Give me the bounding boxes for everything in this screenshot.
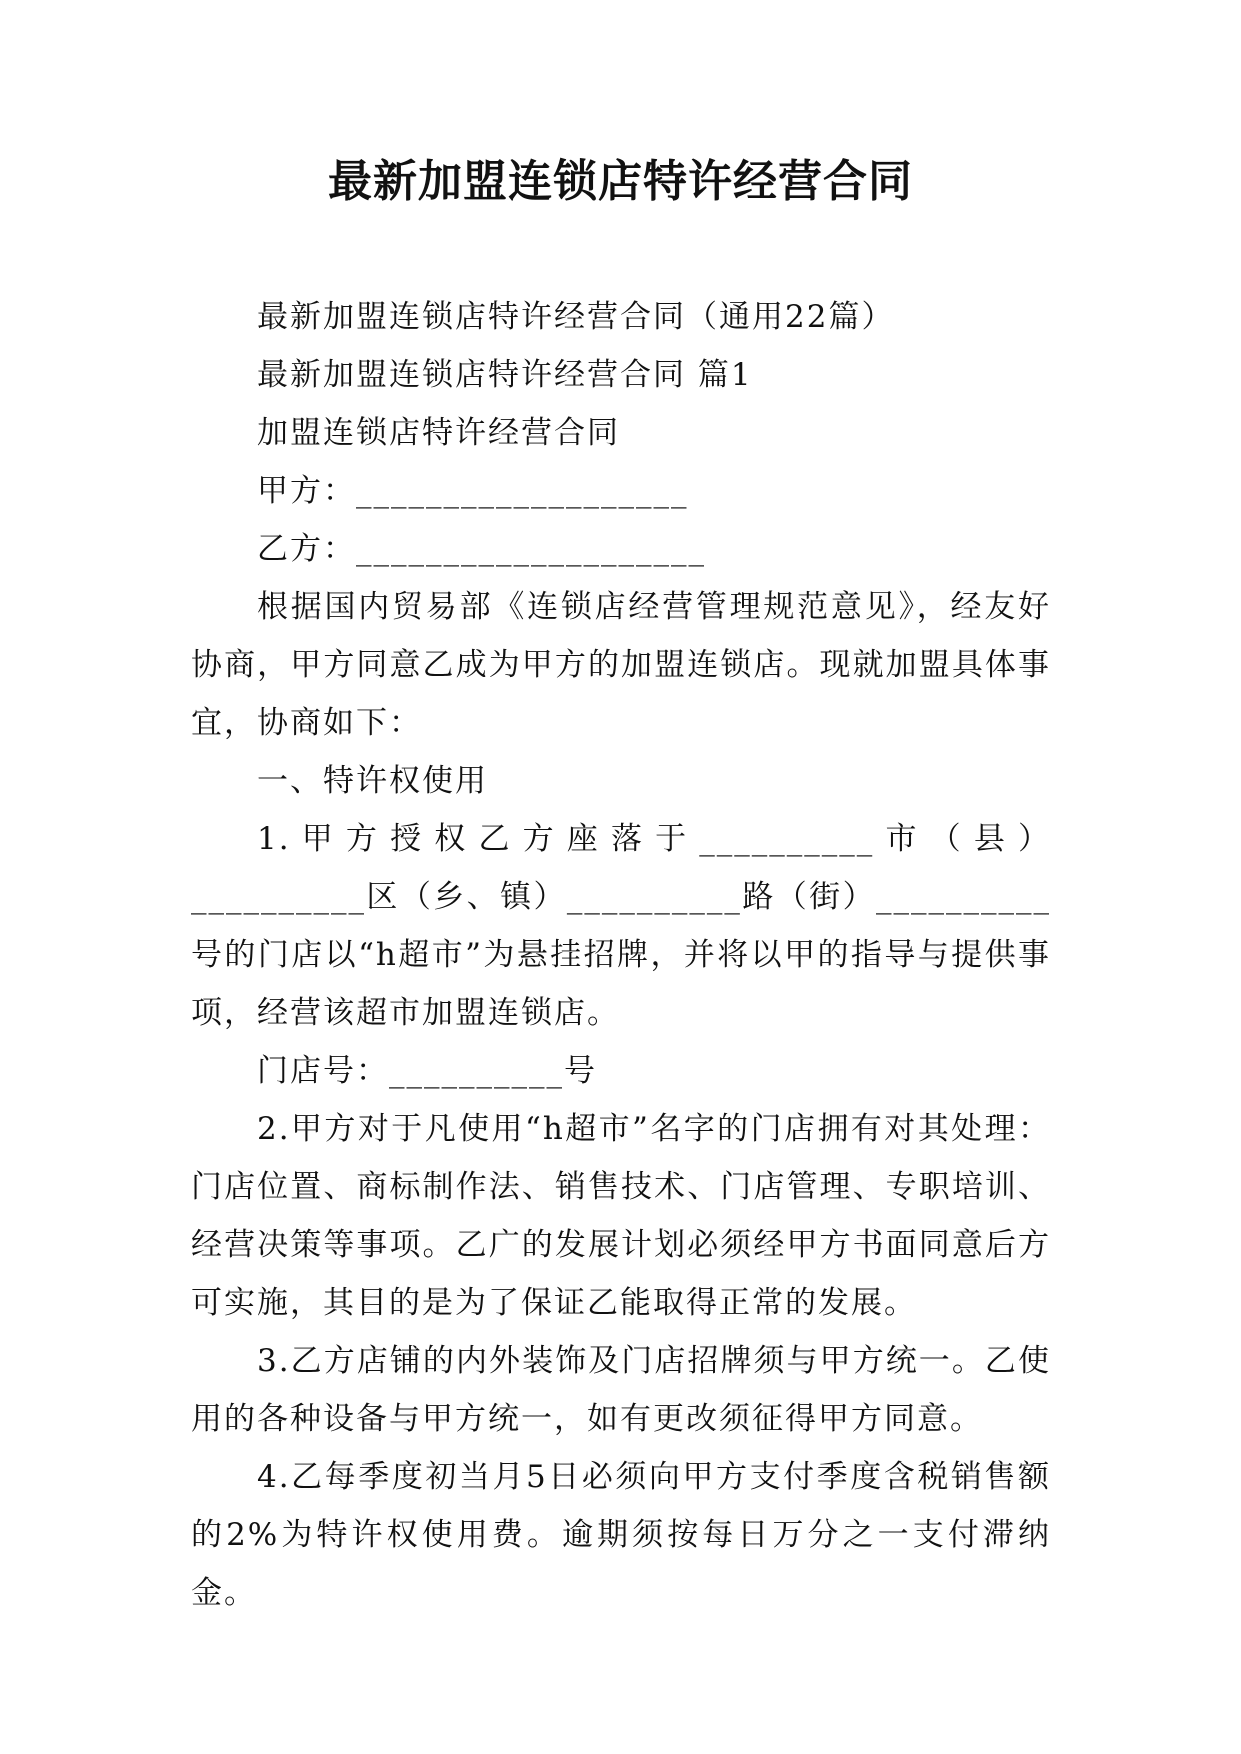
paragraph-section-heading: 最新加盟连锁店特许经营合同 篇1 bbox=[257, 357, 753, 393]
party-a-line: 甲方：___________________ bbox=[257, 473, 689, 509]
document-title: 最新加盟连锁店特许经营合同 bbox=[328, 156, 913, 207]
clause-4: 4.乙每季度初当月5日必须向甲方支付季度含税销售额的2%为特许权使用费。逾期须按每日万分之一支付滞纳金。 bbox=[191, 1459, 1051, 1611]
clause-2: 2.甲方对于凡使用“h超市”名字的门店拥有对其处理：门店位置、商标制作法、销售技术、门店管理、专职培训、经营决策等事项。乙广的发展计划必须经甲方书面同意后方可实施，其目的是为了保证乙能取得正常的发展。 bbox=[191, 1111, 1051, 1321]
clause-heading-franchise-use: 一、特许权使用 bbox=[257, 763, 488, 799]
paragraph-preamble: 根据国内贸易部《连锁店经营管理规范意见》，经友好协商，甲方同意乙成为甲方的加盟连锁店。现就加盟具体事宜，协商如下： bbox=[191, 589, 1051, 741]
clause-3: 3.乙方店铺的内外装饰及门店招牌须与甲方统一。乙使用的各种设备与甲方统一，如有更改须征得甲方同意。 bbox=[191, 1343, 1051, 1437]
paragraph-contract-name: 加盟连锁店特许经营合同 bbox=[257, 415, 620, 451]
document-body bbox=[191, 288, 1051, 1622]
clause-1: 1.甲方授权乙方座落于__________市（县）__________区（乡、镇）__________路（街）__________号的门店以“h超市”为悬挂招牌，并将以甲的指导与提供事项，经营该超市加盟连锁店。 bbox=[191, 821, 1051, 1031]
party-b-line: 乙方：____________________ bbox=[257, 531, 706, 567]
store-number-line: 门店号：__________号 bbox=[257, 1053, 597, 1089]
paragraph-subtitle: 最新加盟连锁店特许经营合同（通用22篇） bbox=[257, 299, 895, 335]
